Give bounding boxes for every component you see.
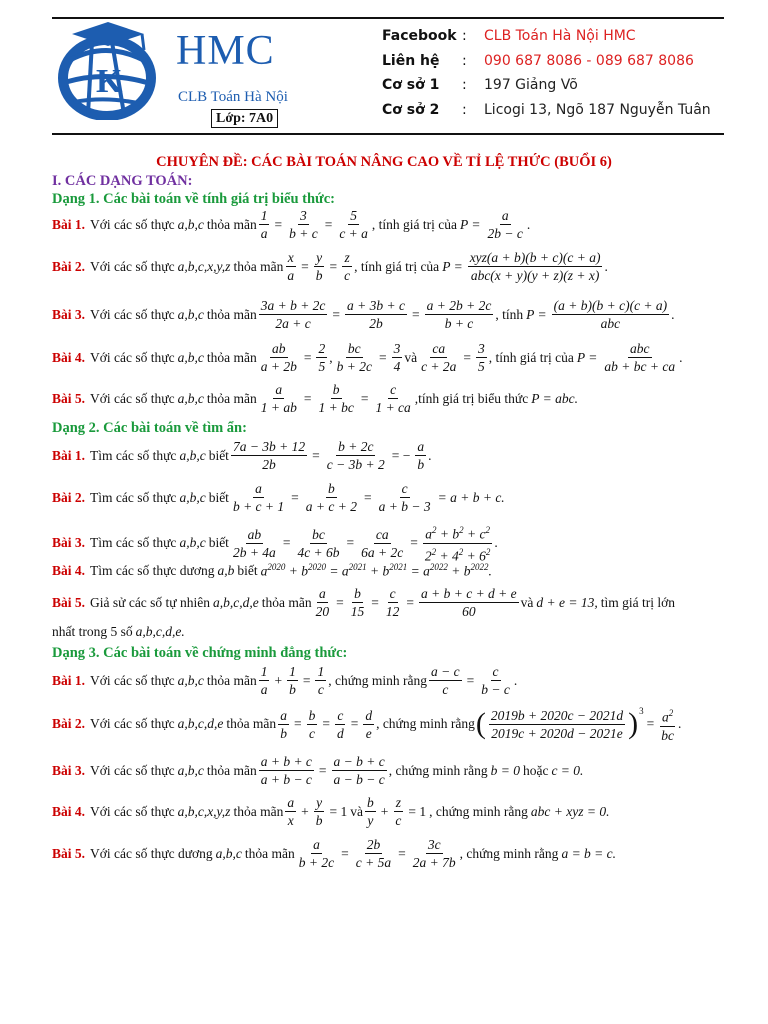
problem-label: Bài 2. bbox=[52, 716, 86, 732]
problem-task: tìm giá trị lớn bbox=[600, 594, 676, 610]
problem-task: , chứng minh rằng bbox=[328, 672, 428, 688]
problem-cond: thỏa mãn bbox=[233, 258, 284, 274]
problem-or: hoặc bbox=[522, 762, 549, 778]
problem-text: Với các số thực bbox=[90, 672, 175, 688]
header-top-rule bbox=[52, 17, 724, 19]
club-name: CLB Toán Hà Nội bbox=[178, 89, 288, 105]
problem-cond: thỏa mãn bbox=[261, 594, 312, 610]
problem-cond: thỏa mãn bbox=[206, 672, 257, 688]
problem-label: Bài 1. bbox=[52, 216, 86, 232]
problem-vars: a,b,c,d,e bbox=[213, 594, 259, 610]
problem-label: Bài 5. bbox=[52, 594, 86, 610]
d2-bai2: Bài 2. Tìm các số thực a,b,c biết $\frac{a}{b + c + 1}$ = $\frac{b}{a + c + 2}$ = $\frac{c}{a + b - 3}$ = a + b + c. bbox=[52, 481, 505, 514]
problem-text: Với các số thực bbox=[90, 390, 175, 406]
problem-text: Với các số thực bbox=[90, 306, 175, 322]
d1-bai5: Bài 5. Với các số thực a,b,c thỏa mãn $\frac{a}{1 + ab}$ = $\frac{b}{1 + bc}$ = $\frac{c}{1 + ca}$ ,tính giá trị biểu thức P = abc. bbox=[52, 382, 578, 415]
dang2-heading: Dạng 2. Các bài toán về tìm ẩn: bbox=[52, 420, 247, 436]
problem-and: và bbox=[350, 803, 363, 819]
problem-task: , tính giá trị của bbox=[354, 258, 440, 274]
problem-and: và bbox=[520, 594, 534, 610]
info-label: Liên hệ bbox=[382, 52, 440, 69]
info-colon: : bbox=[462, 28, 467, 45]
problem-label: Bài 2. bbox=[52, 258, 86, 274]
problem-extra: d + e = 13, bbox=[536, 594, 598, 610]
d3-bai4: Bài 4. Với các số thực a,b,c,x,y,z thỏa mãn a x + $\frac{y}{b}$ = 1 và b y + $\frac{z}{c}$ = 1 , chứng minh rằng abc + xyz = 0. bbox=[52, 795, 610, 828]
info-label: Cơ sở 1 bbox=[382, 77, 440, 94]
info-facebook bbox=[382, 24, 711, 49]
problem-text: Với các số thực dương bbox=[90, 845, 213, 861]
problem-label: Bài 1. bbox=[52, 672, 86, 688]
info-value: 090 687 8086 - 089 687 8086 bbox=[484, 52, 694, 69]
problem-vars: a,b,c,x,y,z bbox=[177, 258, 231, 274]
problem-and: và bbox=[404, 349, 418, 365]
info-value: CLB Toán Hà Nội HMC bbox=[484, 28, 636, 45]
problem-vars: a,b,c,d,e bbox=[177, 716, 224, 732]
problem-label: Bài 1. bbox=[52, 447, 86, 463]
problem-text: Với các số thực bbox=[90, 258, 175, 274]
problem-vars: a,b,c bbox=[177, 216, 204, 232]
d3-bai1: Bài 1. Với các số thực a,b,c thỏa mãn 1 a + $\frac{1}{b}$ = $\frac{1}{c}$ , chứng minh rằng $\frac{a - c}{c}$ = $\frac{c}{b - c}$ . bbox=[52, 664, 518, 697]
info-colon: : bbox=[462, 77, 467, 94]
problem-cond: biết bbox=[208, 535, 229, 550]
problem-task: ,tính giá trị biểu thức bbox=[414, 390, 529, 406]
info-colon: : bbox=[462, 101, 467, 118]
hmc-globe-logo bbox=[52, 20, 162, 120]
problem-cond: biết bbox=[208, 447, 229, 463]
problem-task: , chứng minh rằng bbox=[388, 762, 488, 778]
problem-cond: biết bbox=[237, 562, 258, 578]
d2-bai5-cont bbox=[52, 624, 188, 640]
problem-vars: a,b,c bbox=[177, 390, 204, 406]
problem-task: , tính bbox=[495, 306, 524, 322]
problem-vars: a,b,c bbox=[179, 535, 206, 550]
problem-concl-2: c = 0. bbox=[551, 762, 584, 778]
problem-label: Bài 4. bbox=[52, 349, 86, 365]
info-value: 197 Giảng Võ bbox=[484, 77, 578, 94]
d3-bai2: Bài 2. Với các số thực a,b,c,d,e thỏa mãn $\frac{a}{b}$ = $\frac{b}{c}$ = $\frac{c}{d}$ = $\frac{d}{e}$ , chứng minh rằng ( 2019b + 2020c − 2021d 2019c + 2020d − 2021e ) 3 = $\frac{a^2}{bc}$ . bbox=[52, 706, 682, 743]
problem-cond: biết bbox=[208, 489, 229, 505]
problem-task: , chứng minh rằng bbox=[459, 845, 559, 861]
problem-cont: nhất trong 5 số bbox=[52, 624, 133, 639]
problem-vars: a,b,c bbox=[179, 489, 206, 505]
problem-label: Bài 5. bbox=[52, 845, 86, 861]
problem-vars: a,b,c bbox=[179, 447, 206, 463]
problem-text: Với các số thực bbox=[90, 216, 175, 232]
problem-cond: thỏa mãn bbox=[206, 216, 257, 232]
problem-label: Bài 3. bbox=[52, 535, 86, 550]
d2-bai4: Bài 4. Tìm các số thực dương a,b biết $a^{2020} + b^{2020} = a^{2021} + b^{2021} = a^{2022} + b^{2022}$. bbox=[52, 562, 492, 579]
page-title: CHUYÊN ĐỀ: CÁC BÀI TOÁN NÂNG CAO VỀ TỈ LỆ THỨC (BUỔI 6) bbox=[156, 154, 612, 170]
problem-cond: thỏa mãn bbox=[206, 762, 257, 778]
info-phone bbox=[382, 49, 711, 74]
d2-bai3: Bài 3. Tìm các số thực a,b,c biết $\frac{ab}{2b + 4a}$ = $\frac{bc}{4c + 6b}$ = $\frac{ca}{6a + 2c}$ = $\frac{a^2 + b^2 + c^2}{2^2 + 4^2 + 6^2}$ . bbox=[52, 525, 498, 563]
problem-concl: b = 0 bbox=[490, 762, 520, 778]
d3-bai3: Bài 3. Với các số thực a,b,c thỏa mãn $\frac{a + b + c}{a + b - c}$ = $\frac{a - b + c}{a - b - c}$ , chứng minh rằng b = 0 hoặc c = 0. bbox=[52, 754, 584, 787]
d2-bai1: Bài 1. Tìm các số thực a,b,c biết $\frac{7a - 3b + 12}{2b}$ = $\frac{b + 2c}{c - 3b + 2}$ = − $\frac{a}{b}$ . bbox=[52, 439, 432, 472]
d3-bai5: Bài 5. Với các số thực dương a,b,c thỏa mãn $\frac{a}{b + 2c}$ = $\frac{2b}{c + 5a}$ = $\frac{3c}{2a + 7b}$ , chứng minh rằng a = b = c. bbox=[52, 837, 617, 870]
problem-task: , chứng minh rằng bbox=[429, 803, 528, 819]
d1-bai3: Bài 3. Với các số thực a,b,c thỏa mãn $\frac{3a + b + 2c}{2a + c}$ = $\frac{a + 3b + c}{2b}$ = $\frac{a + 2b + 2c}{b + c}$ , tính P = (a + b)(b + c)(c + a) abc . bbox=[52, 298, 675, 331]
dang3-heading: Dạng 3. Các bài toán về chứng minh đẳng thức: bbox=[52, 645, 348, 661]
problem-text: Tìm các số thực bbox=[90, 535, 177, 550]
problem-vars: a,b,c bbox=[177, 672, 204, 688]
problem-text: Giả sử các số tự nhiên bbox=[90, 594, 210, 610]
info-colon: : bbox=[462, 52, 467, 69]
contact-info bbox=[382, 24, 711, 122]
problem-concl: abc + xyz = 0. bbox=[530, 803, 610, 819]
info-branch-1 bbox=[382, 73, 711, 98]
header-bottom-rule bbox=[52, 133, 724, 135]
problem-task: , tính giá trị của bbox=[488, 349, 574, 365]
problem-vars: a,b,c bbox=[177, 306, 204, 322]
problem-label: Bài 3. bbox=[52, 762, 86, 778]
info-label: Cơ sở 2 bbox=[382, 101, 440, 118]
info-label: Facebook bbox=[382, 28, 457, 45]
problem-cond: thỏa mãn bbox=[206, 349, 257, 365]
problem-cond: thỏa mãn bbox=[233, 803, 284, 819]
problem-vars: a,b,c bbox=[215, 845, 242, 861]
problem-label: Bài 2. bbox=[52, 489, 86, 505]
section-heading: I. CÁC DẠNG TOÁN: bbox=[52, 173, 193, 189]
problem-text: Tìm các số thực bbox=[90, 489, 177, 505]
problem-cond: thỏa mãn bbox=[206, 390, 257, 406]
problem-cont-vars: a,b,c,d,e. bbox=[135, 624, 185, 639]
d1-bai2: Bài 2. Với các số thực a,b,c,x,y,z thỏa mãn $\frac{x}{a}$ = $\frac{y}{b}$ = $\frac{z}{c}$ , tính giá trị của P = xyz(a + b)(b + c)(c + a) abc(x + y)(y + z)(z + x) . bbox=[52, 250, 608, 283]
problem-vars: a,b,c bbox=[177, 762, 204, 778]
problem-label: Bài 4. bbox=[52, 562, 86, 578]
problem-vars: a,b,c,x,y,z bbox=[177, 803, 231, 819]
class-label: Lớp: 7A0 bbox=[211, 109, 278, 128]
problem-concl: a = b = c. bbox=[561, 845, 617, 861]
problem-text: Với các số thực bbox=[90, 762, 175, 778]
brand-name: HMC bbox=[176, 28, 275, 74]
svg-text:K: K bbox=[96, 63, 123, 100]
d1-bai4: Bài 4. Với các số thực a,b,c thỏa mãn $\frac{ab}{a + 2b}$ = $\frac{2}{5}$ , $\frac{bc}{b + 2c}$ = $\frac{3}{4}$ và $\frac{ca}{c + 2a}$ = $\frac{3}{5}$ , tính giá trị của P = abc ab + bc + ca . bbox=[52, 341, 683, 374]
problem-cond: thỏa mãn bbox=[206, 306, 257, 322]
problem-text: Với các số thực bbox=[90, 716, 175, 732]
problem-task: , chứng minh rằng bbox=[376, 716, 475, 732]
problem-cond: thỏa mãn bbox=[244, 845, 295, 861]
problem-text: Với các số thực bbox=[90, 349, 175, 365]
problem-label: Bài 4. bbox=[52, 803, 86, 819]
problem-vars: a,b bbox=[217, 562, 235, 578]
problem-text: Với các số thực bbox=[90, 803, 175, 819]
problem-cond: thỏa mãn bbox=[226, 716, 277, 732]
d1-bai1: Bài 1. Với các số thực a,b,c thỏa mãn $\frac{1}{a}$ = $\frac{3}{b + c}$ = $\frac{5}{c + a}$ , tính giá trị của P = $\frac{a}{2b - c}$ . bbox=[52, 208, 531, 241]
info-value: Licogi 13, Ngõ 187 Nguyễn Tuân bbox=[484, 101, 711, 118]
problem-text: Tìm các số thực dương bbox=[90, 562, 215, 578]
problem-text: Tìm các số thực bbox=[90, 447, 177, 463]
problem-label: Bài 5. bbox=[52, 390, 86, 406]
problem-label: Bài 3. bbox=[52, 306, 86, 322]
info-branch-2 bbox=[382, 98, 711, 123]
dang1-heading: Dạng 1. Các bài toán về tính giá trị biểu thức: bbox=[52, 191, 335, 207]
problem-vars: a,b,c bbox=[177, 349, 204, 365]
problem-task: , tính giá trị của bbox=[371, 216, 458, 232]
d2-bai5: Bài 5. Giả sử các số tự nhiên a,b,c,d,e thỏa mãn $\frac{a}{20}$ = $\frac{b}{15}$ = $\frac{c}{12}$ = $\frac{a + b + c + d + e}{60}$ và d + e = 13, tìm giá trị lớn bbox=[52, 586, 676, 619]
problem-expr: P = abc. bbox=[531, 390, 578, 406]
